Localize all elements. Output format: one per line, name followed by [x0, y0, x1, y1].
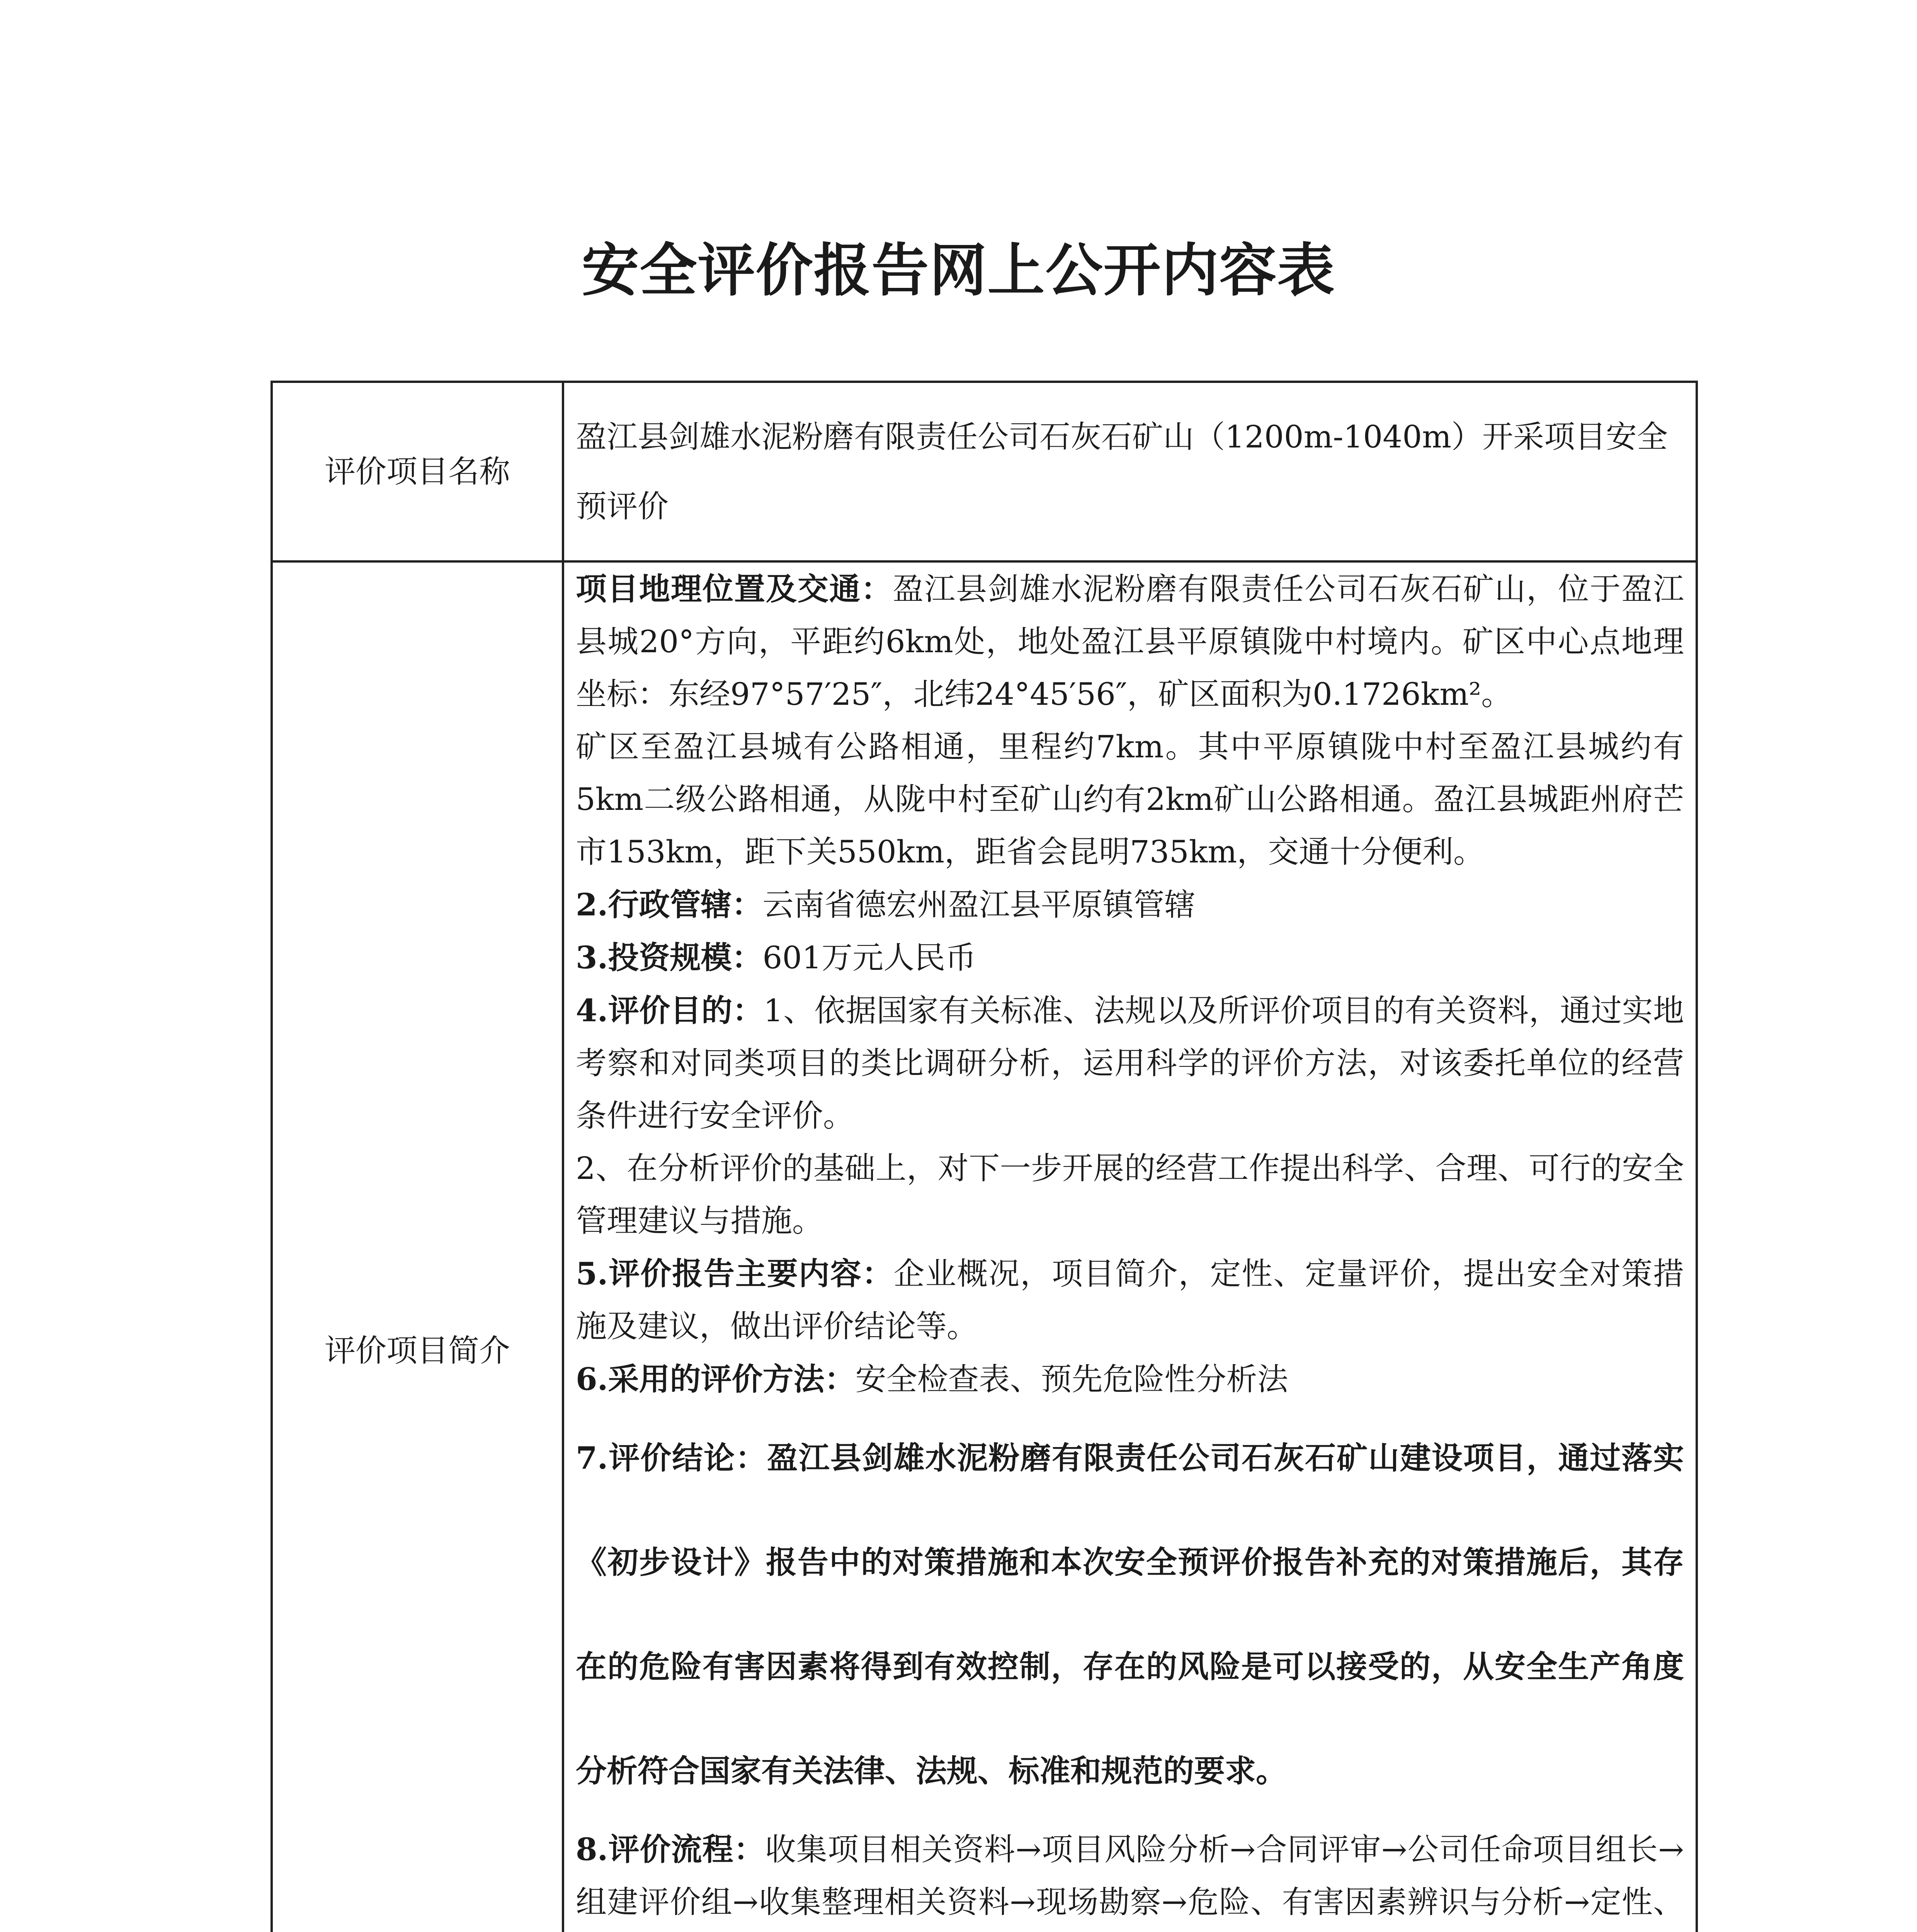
- content-heading: 5.评价报告主要内容：: [576, 1255, 894, 1292]
- project-name-value: 盈江县剑雄水泥粉磨有限责任公司石灰石矿山（1200m-1040m）开采项目安全预评价: [563, 382, 1697, 561]
- content-paragraph: [576, 1247, 1684, 1353]
- traffic-paragraph: 矿区至盈江县城有公路相通，里程约7km。其中平原镇陇中村至盈江县城约有5km二级公路相通，从陇中村至矿山约有2km矿山公路相通。盈江县城距州府芒市153km，距下关550km，距省会昆明735km，交通十分便利。: [576, 729, 1684, 870]
- admin-text: 云南省德宏州盈江县平原镇管辖: [762, 887, 1196, 923]
- row-project-intro: [272, 561, 1697, 1932]
- location-heading: 项目地理位置及交通：: [576, 571, 893, 607]
- project-name-label: 评价项目名称: [272, 382, 563, 561]
- process-heading: 8.评价流程：: [576, 1831, 765, 1867]
- invest-text: 601万元人民币: [762, 940, 976, 976]
- content-text: 企业概况，项目简介，定性、定量评价，提出安全对策措施及建议，做出评价结论等。: [576, 1256, 1684, 1344]
- invest-paragraph: [576, 931, 1684, 984]
- admin-paragraph: [576, 878, 1684, 931]
- location-text: 盈江县剑雄水泥粉磨有限责任公司石灰石矿山，位于盈江县城20°方向，平距约6km处，地处盈江县平原镇陇中村境内。矿区中心点地理坐标：东经97°57′25″，北纬24°45′56″，矿区面积为0.1726km²。: [576, 571, 1684, 712]
- location-paragraph: [576, 563, 1684, 721]
- purpose-heading: 4.评价目的：: [576, 992, 764, 1029]
- purpose-text-1: 1、依据国家有关标准、法规以及所评价项目的有关资料，通过实地考察和对同类项目的类比调研分析，运用科学的评价方法，对该委托单位的经营条件进行安全评价。: [576, 993, 1684, 1134]
- process-paragraph: [576, 1823, 1684, 1932]
- method-text: 安全检查表、预先危险性分析法: [855, 1361, 1288, 1397]
- project-intro-label: 评价项目简介: [272, 561, 563, 1932]
- purpose-paragraph-2: 2、在分析评价的基础上，对下一步开展的经营工作提出科学、合理、可行的安全管理建议与措施。: [576, 1150, 1684, 1239]
- row-project-name: [272, 382, 1697, 561]
- disclosure-table: [270, 381, 1698, 1932]
- method-heading: 6.采用的评价方法：: [576, 1361, 856, 1397]
- page-title: 安全评价报告网上公开内容表: [582, 237, 1335, 304]
- invest-heading: 3.投资规模：: [576, 939, 763, 976]
- process-text: 收集项目相关资料→项目风险分析→合同评审→公司任命项目组长→组建评价组→收集整理相关资料→现场勘察→危险、有害因素辨识与分析→定性、: [576, 1832, 1684, 1920]
- method-paragraph: [576, 1353, 1684, 1406]
- project-intro-content: [563, 561, 1697, 1932]
- purpose-paragraph: [576, 984, 1684, 1142]
- admin-heading: 2.行政管辖：: [576, 886, 763, 923]
- conclusion-paragraph: 7.评价结论：盈江县剑雄水泥粉磨有限责任公司石灰石矿山建设项目，通过落实《初步设计》报告中的对策措施和本次安全预评价报告补充的对策措施后，其存在的危险有害因素将得到有效控制，存在的风险是可以接受的，从安全生产角度分析符合国家有关法律、法规、标准和规范的要求。: [576, 1440, 1684, 1789]
